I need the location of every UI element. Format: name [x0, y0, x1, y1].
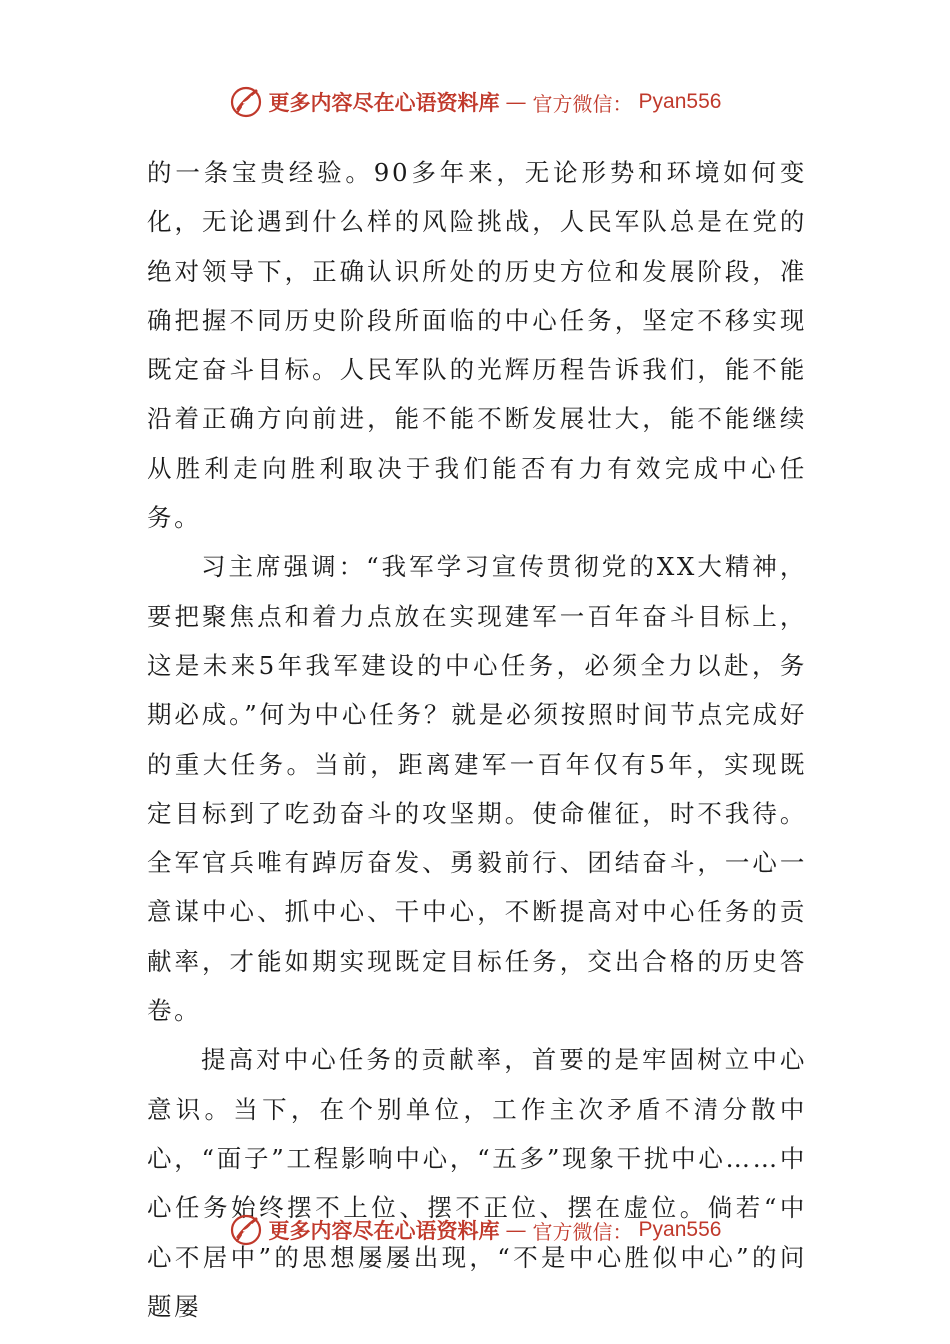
quill-logo-icon	[229, 1213, 263, 1247]
banner-brand-text: 更多内容尽在心语资料库	[268, 90, 500, 115]
banner-wechat-id: Pyan556	[638, 90, 722, 113]
banner-brand-text: 更多内容尽在心语资料库	[268, 1218, 500, 1243]
footer-banner	[0, 1210, 950, 1250]
body-paragraph-1: 的一条宝贵经验。90多年来，无论形势和环境如何变化，无论遇到什么样的风险挑战，人民军队总是在党的绝对领导下，正确认识所处的历史方位和发展阶段，准确把握不同历史阶段所面临的中心任务，坚定不移实现既定奋斗目标。人民军队的光辉历程告诉我们，能不能沿着正确方向前进，能不能不断发展壮大，能不能继续从胜利走向胜利取决于我们能否有力有效完成中心任务。	[147, 158, 807, 533]
banner-dash: —	[505, 90, 527, 114]
header-banner	[0, 82, 950, 122]
banner-wechat-label: 官方微信：	[532, 1219, 633, 1244]
body-paragraph-2: 习主席强调：“我军学习宣传贯彻党的XX大精神，要把聚焦点和着力点放在实现建军一百年奋斗目标上，这是未来5年我军建设的中心任务，必须全力以赴，务期必成。”何为中心任务？就是必须按照时间节点完成好的重大任务。当前，距离建军一百年仅有5年，实现既定目标到了吃劲奋斗的攻坚期。使命催征，时不我待。全军官兵唯有踔厉奋发、勇毅前行、团结奋斗，一心一意谋中心、抓中心、干中心，不断提高对中心任务的贡献率，才能如期实现既定目标任务，交出合格的历史答卷。	[147, 552, 807, 1026]
banner-wechat-id: Pyan556	[638, 1218, 722, 1241]
banner-dash: —	[505, 1218, 527, 1242]
quill-logo-icon	[229, 85, 263, 119]
document-body	[147, 148, 807, 1331]
banner-wechat-label: 官方微信：	[532, 91, 633, 116]
body-paragraph-3: 提高对中心任务的贡献率，首要的是牢固树立中心意识。当下，在个别单位，工作主次矛盾不清分散中心，“面子”工程影响中心，“五多”现象干扰中心……中心任务始终摆不上位、摆不正位、摆在虚位。倘若“中心不居中”的思想屡屡出现，“不是中心胜似中心”的问题屡	[147, 1045, 807, 1321]
